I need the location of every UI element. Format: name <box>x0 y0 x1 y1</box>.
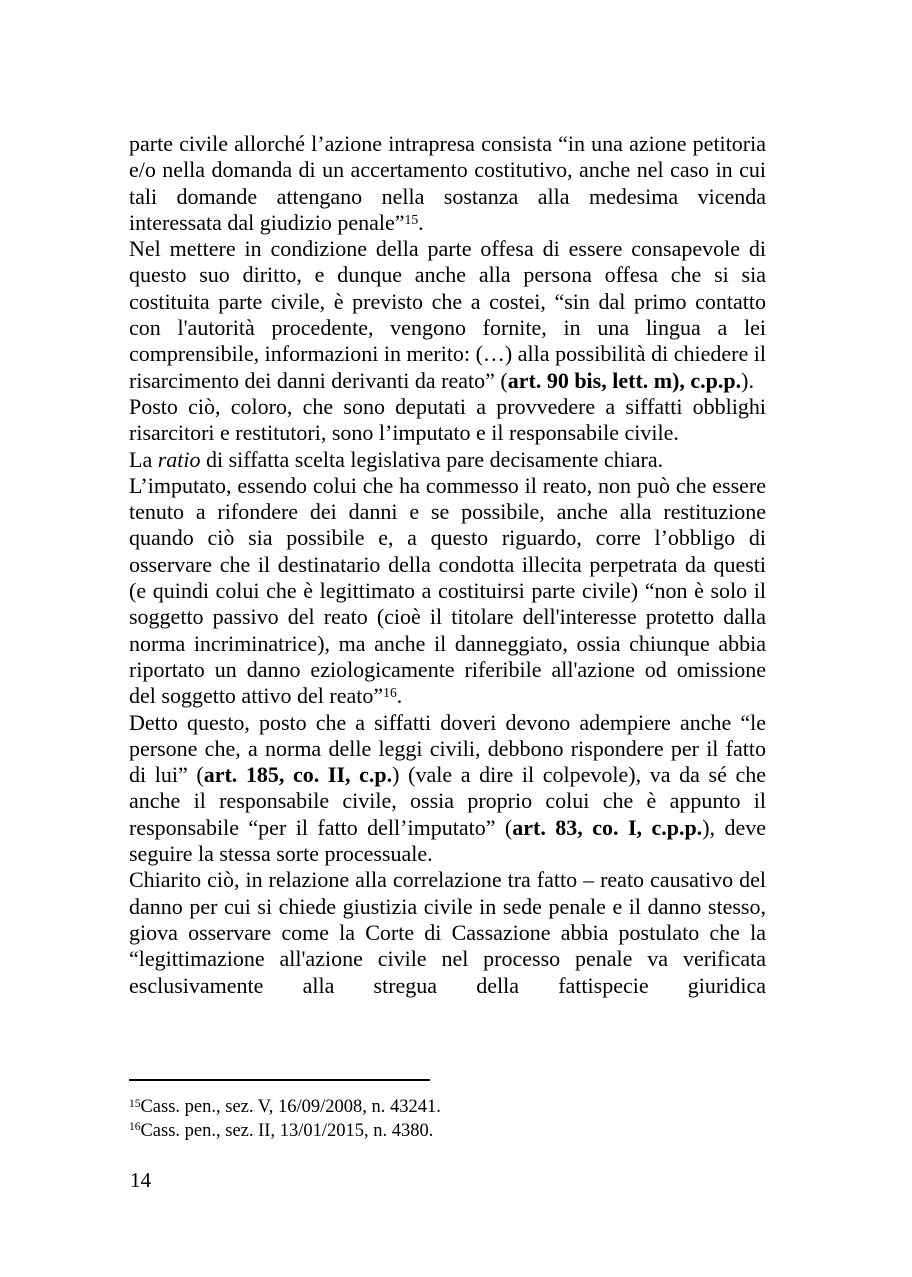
text-segment: Posto ciò, coloro, che sono deputati a provvedere a siffatti obblighi risarcitori e restitutori, sono l’imputato e il responsabile civile. <box>129 393 766 446</box>
text-segment: di siffatta scelta legislativa pare decisamente chiara. <box>200 446 664 472</box>
paragraph <box>129 473 766 710</box>
footnote-marker: 16 <box>129 1121 141 1134</box>
footnotes-section <box>129 1096 766 1143</box>
document-body <box>129 131 766 999</box>
paragraph <box>129 394 766 447</box>
text-segment: Chiarito ciò, in relazione alla correlazione tra fatto – reato causativo del danno per cui si chiede giustizia civile in sede penale e il danno stesso, giova osservare come la Corte di Cassazione abbia postulato che la “legittimazione all'azione civile nel processo penale va verificata esclusivamente alla stregua della fattispecie giuridica <box>129 867 766 998</box>
footnote-reference: 16 <box>383 685 397 701</box>
footnote <box>129 1120 766 1144</box>
text-segment: ), deve seguire la stessa sorte processuale. <box>129 814 766 867</box>
text-segment: La <box>129 446 158 472</box>
text-segment: ratio <box>157 446 201 472</box>
paragraph <box>129 236 766 394</box>
footnote-separator <box>129 1079 430 1081</box>
paragraph <box>129 131 766 236</box>
paragraph <box>129 867 766 998</box>
text-segment: Detto questo, posto che a siffatti doveri devono adempiere anche “le persone che, a norma delle leggi civili, debbono rispondere per il fatto di lui” ( <box>129 709 766 788</box>
text-segment: ). <box>741 367 754 393</box>
footnote-marker: 15 <box>129 1097 141 1110</box>
paragraph <box>129 447 766 473</box>
text-segment: ) (vale a dire il colpevole), va da sé che anche il responsabile civile, ossia proprio colui che è appunto il responsabile “per il fatto dell’imputato” ( <box>129 762 767 840</box>
text-segment: art. 90 bis, lett. m), c.p.p. <box>507 367 742 393</box>
paragraph <box>129 710 766 868</box>
footnote-text: Cass. pen., sez. V, 16/09/2008, n. 43241. <box>140 1097 441 1117</box>
footnote-text: Cass. pen., sez. II, 13/01/2015, n. 4380. <box>140 1120 434 1141</box>
footnote <box>129 1096 766 1120</box>
text-segment: art. 83, co. I, c.p.p. <box>512 814 703 840</box>
text-segment: . <box>396 683 403 709</box>
text-segment: . <box>418 209 424 235</box>
text-segment: L’imputato, essendo colui che ha commesso il reato, non può che essere tenuto a rifondere dei danni e se possibile, anche alla restituzione quando ciò sia possibile e, a questo riguardo, corre l’obbligo di osservare che il destinatario della condotta illecita perpetrata da questi (e quindi colui che è legittimato a costituirsi parte civile) “non è solo il soggetto passivo del reato (cioè il titolare dell'interesse protetto dalla norma incriminatrice), ma anche il danneggiato, ossia chiunque abbia riportato un danno eziologicamente riferibile all'azione od omissione del soggetto attivo del reato” <box>129 472 766 709</box>
footnote-reference: 15 <box>404 211 419 227</box>
text-segment: art. 185, co. II, c.p. <box>203 762 393 788</box>
text-segment: parte civile allorché l’azione intrapresa consista “in una azione petitoria e/o nella domanda di un accertamento costitutivo, anche nel caso in cui tali domande attengano nella sostanza alla medesima vicenda interessata dal giudizio penale” <box>129 131 766 235</box>
text-segment: Nel mettere in condizione della parte offesa di essere consapevole di questo suo diritto, e dunque anche alla persona offesa che si sia costituita parte civile, è previsto che a costei, “sin dal primo contatto con l'autorità procedente, vengono fornite, in una lingua a lei comprensibile, informazioni in merito: (…) alla possibilità di chiedere il risarcimento dei danni derivanti da reato” ( <box>129 236 766 393</box>
page-number: 14 <box>130 1168 151 1192</box>
